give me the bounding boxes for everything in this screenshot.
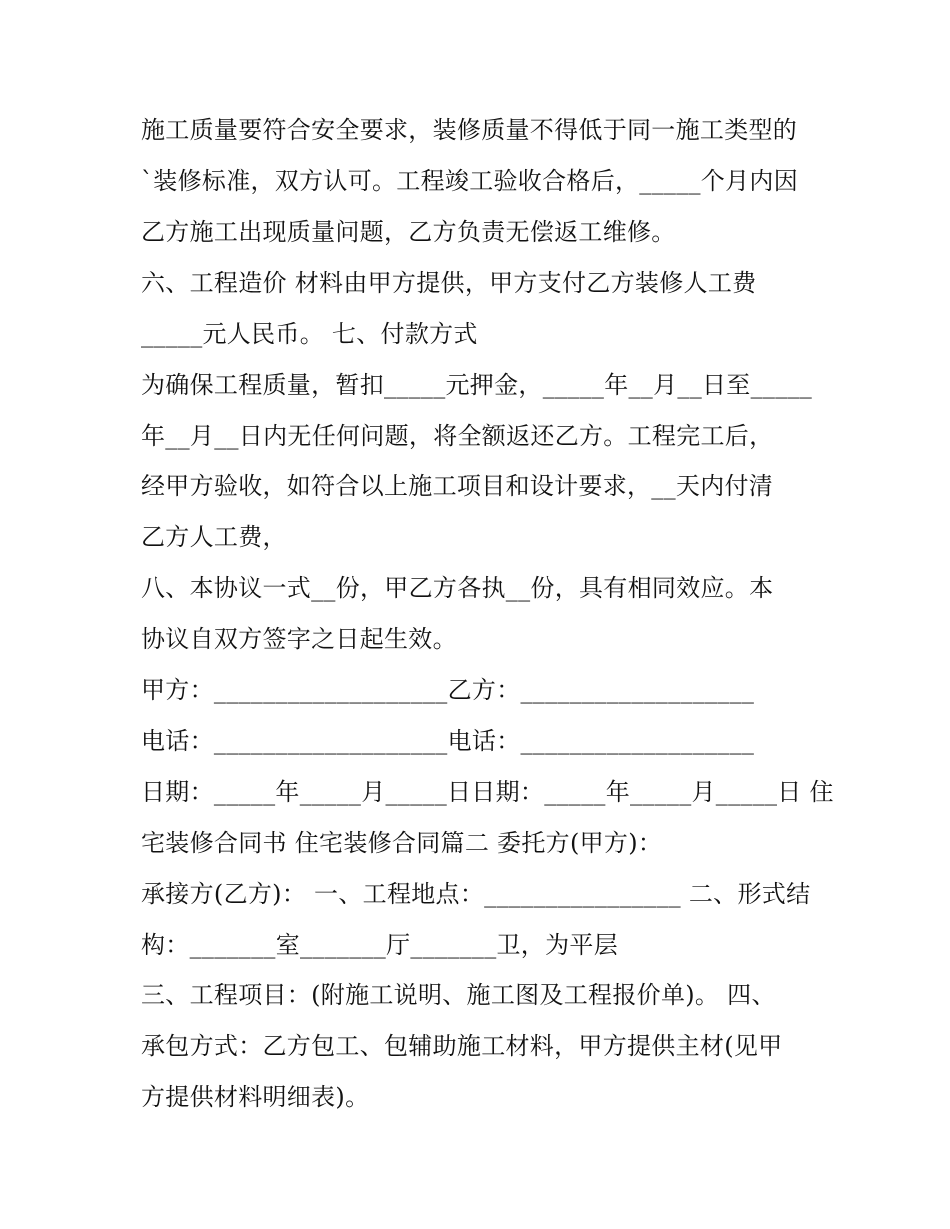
text-line: _____元人民币。 七、付款方式	[141, 320, 478, 348]
text-line: 承包方式：乙方包工、包辅助施工材料，甲方提供主材(见甲	[141, 1032, 783, 1060]
text-line: 三、工程项目：(附施工说明、施工图及工程报价单)。 四、	[141, 981, 776, 1009]
text-line: 承接方(乙方)： 一、工程地点：________________ 二、形式结	[141, 880, 811, 908]
signature-line-phone: 电话：___________________电话：___________________	[141, 727, 755, 755]
text-line: 六、工程造价 材料由甲方提供，甲方支付乙方装修人工费	[141, 269, 757, 297]
text-line: 乙方施工出现质量问题，乙方负责无偿返工维修。	[141, 218, 676, 246]
text-line: 宅装修合同书 住宅装修合同篇二 委托方(甲方)：	[141, 829, 663, 857]
text-line: 方提供材料明细表)。	[141, 1083, 370, 1111]
signature-line-date: 日期：_____年_____月_____日日期：_____年_____月_____日 住	[141, 778, 834, 806]
text-line: 年__月__日内无任何问题，将全额返还乙方。工程完工后，	[141, 422, 774, 450]
text-line: 施工质量要符合安全要求，装修质量不得低于同一施工类型的	[141, 116, 798, 144]
text-line: 八、本协议一式__份，甲乙方各执__份，具有相同效应。本	[141, 574, 774, 602]
signature-line-party: 甲方：___________________乙方：___________________	[141, 676, 755, 704]
text-line: 经甲方验收，如符合以上施工项目和设计要求，__天内付清	[141, 472, 774, 500]
text-line: 乙方人工费，	[141, 523, 287, 551]
text-line: 协议自双方签字之日起生效。	[141, 625, 457, 653]
text-line: 为确保工程质量，暂扣_____元押金，_____年__月__日至_____	[141, 371, 813, 399]
text-line: `装修标准，双方认可。工程竣工验收合格后，_____个月内因	[141, 167, 798, 195]
text-line: 构：_______室_______厅_______卫，为平层	[141, 931, 618, 959]
